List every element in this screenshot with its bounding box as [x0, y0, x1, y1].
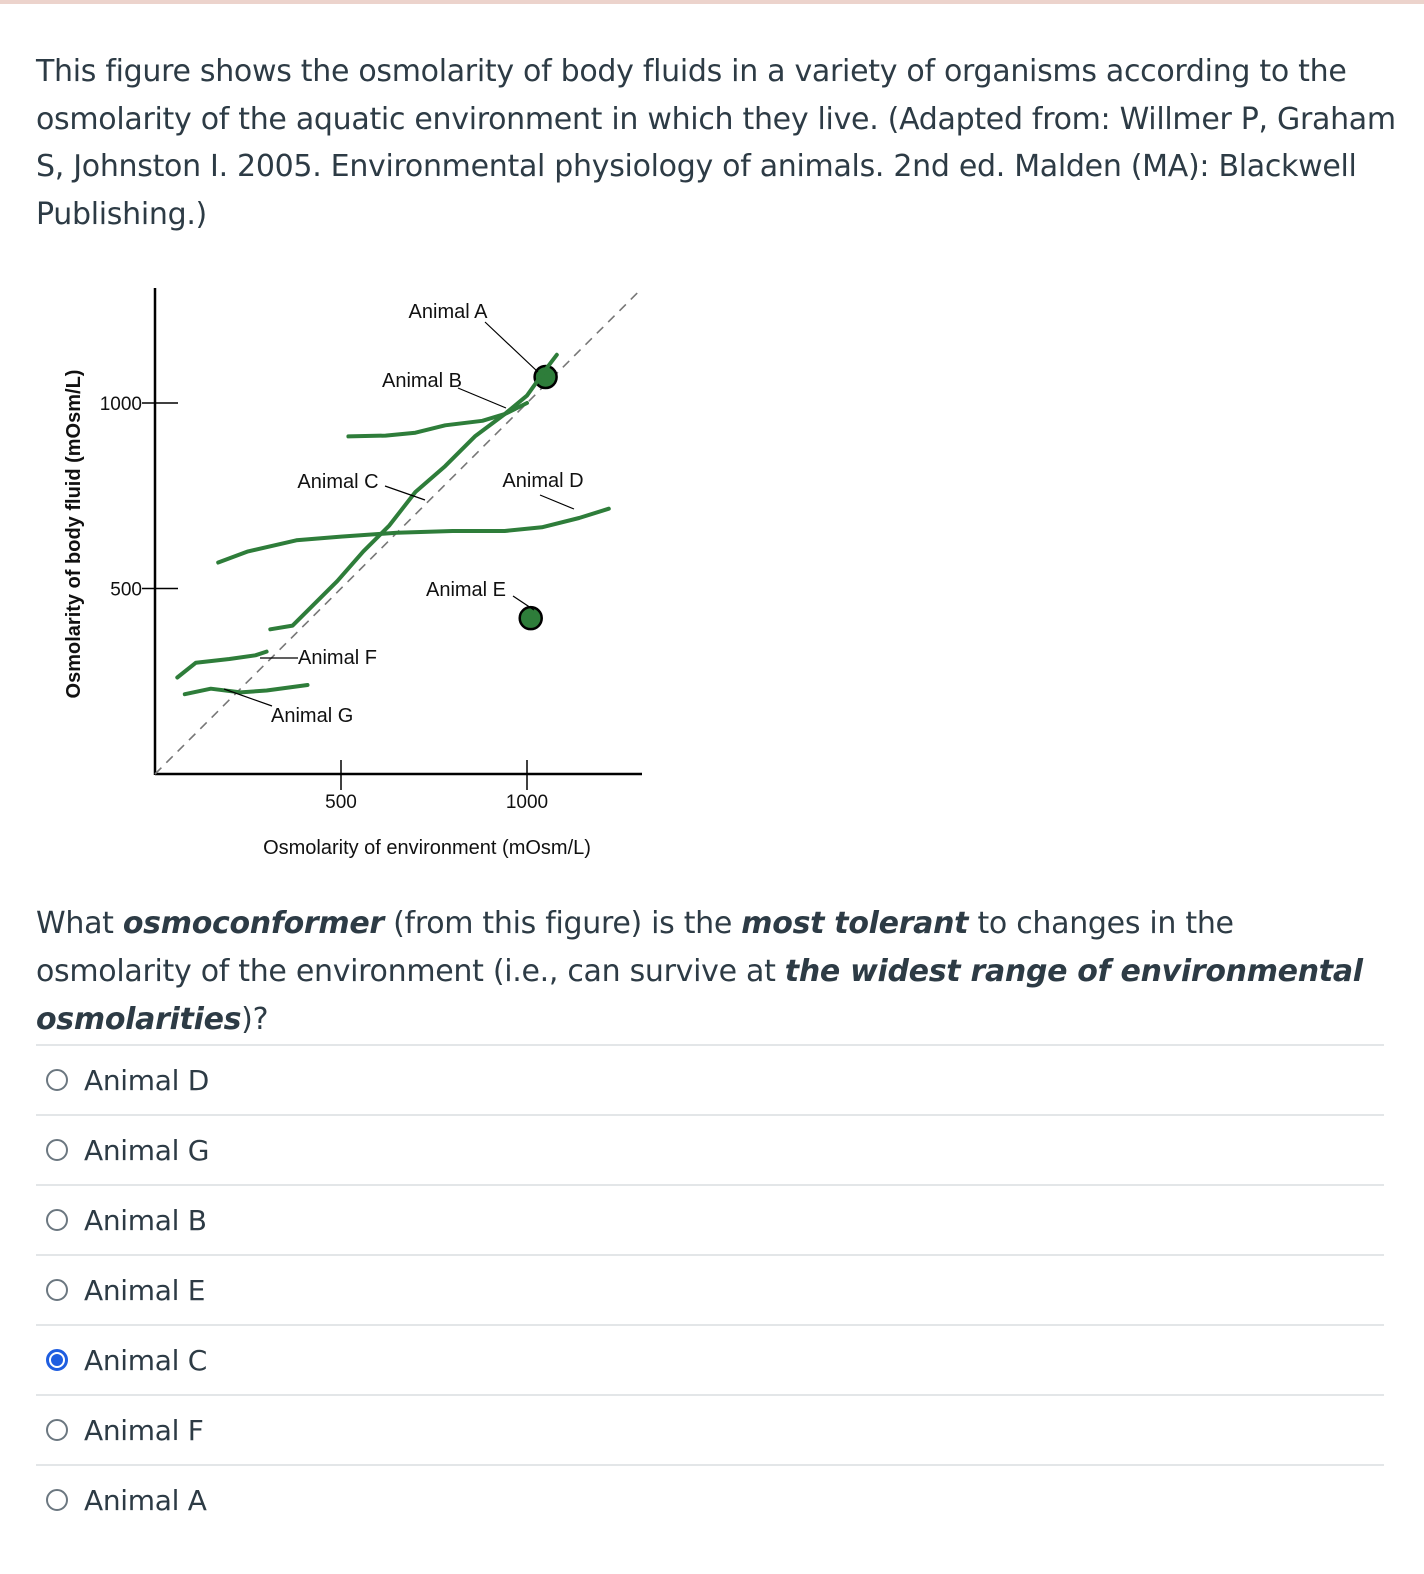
- question-part-1: What: [36, 906, 123, 941]
- y-axis-title: Osmolarity of body fluid (mOsm/L): [63, 369, 85, 699]
- radio-button[interactable]: [46, 1489, 68, 1511]
- answer-label: Animal B: [84, 1203, 207, 1237]
- animal-e-leader-line: [513, 596, 534, 610]
- animal-b-label: Animal B: [381, 370, 463, 392]
- answer-label: Animal C: [84, 1343, 207, 1377]
- y-tick-label: 500: [110, 579, 142, 601]
- radio-button[interactable]: [46, 1279, 68, 1301]
- question-part-4: )?: [241, 1002, 269, 1037]
- question-text: [36, 900, 1396, 1044]
- osmolarity-chart: [0, 280, 700, 880]
- question-emphasis-osmoconformer: osmoconformer: [122, 906, 384, 941]
- answer-label: Animal D: [84, 1063, 209, 1097]
- top-border: [0, 0, 1424, 4]
- answer-option[interactable]: [36, 1394, 1384, 1464]
- radio-button[interactable]: [46, 1419, 68, 1441]
- radio-button[interactable]: [46, 1209, 68, 1231]
- question-emphasis-widest-range: the widest range of environmental osmolarities: [36, 954, 1363, 1037]
- question-part-2: (from this figure) is the: [383, 906, 742, 941]
- x-axis-title: Osmolarity of environment (mOsm/L): [263, 837, 591, 859]
- osmolarity-figure: [0, 280, 700, 880]
- animal-b-leader-line: [458, 388, 506, 408]
- radio-button[interactable]: [46, 1069, 68, 1091]
- question-part-3: to changes in the osmolarity of the environment (i.e., can survive at: [36, 906, 1234, 989]
- radio-button[interactable]: [46, 1139, 68, 1161]
- answer-label: Animal A: [84, 1483, 207, 1517]
- answer-option[interactable]: [36, 1324, 1384, 1394]
- answer-option[interactable]: [36, 1254, 1384, 1324]
- y-tick-label: 1000: [99, 394, 142, 415]
- question-intro-text: This figure shows the osmolarity of body fluids in a variety of organisms according to the osmolarity of the aquatic environment in which they live. (Adapted from: Willmer P, Graham S, Johnston I. 2005. Environmental physiology of animals. 2nd ed. Malden (MA): Blackwell Publishing.): [36, 54, 1396, 232]
- animal-d-label: Animal D: [502, 470, 584, 492]
- answer-option[interactable]: [36, 1464, 1384, 1534]
- radio-button[interactable]: [46, 1349, 68, 1371]
- animal-a-label: Animal A: [408, 301, 488, 323]
- x-tick-label: 1000: [505, 792, 549, 813]
- animal-g-series-line: [185, 685, 308, 694]
- animal-c-label: Animal C: [297, 471, 379, 493]
- animal-e-data-point: [520, 607, 542, 629]
- x-tick-label: 500: [325, 792, 357, 813]
- animal-f-series-line: [177, 652, 266, 678]
- answer-label: Animal G: [84, 1133, 210, 1167]
- answer-label: Animal E: [84, 1273, 206, 1307]
- animal-g-label: Animal G: [271, 705, 354, 727]
- answer-option[interactable]: [36, 1184, 1384, 1254]
- answer-label: Animal F: [84, 1413, 204, 1447]
- answer-option[interactable]: [36, 1044, 1384, 1114]
- question-emphasis-most-tolerant: most tolerant: [741, 906, 969, 941]
- animal-f-label: Animal F: [298, 647, 377, 669]
- answer-list: [36, 1044, 1384, 1534]
- animal-e-label: Animal E: [425, 579, 507, 601]
- answer-option[interactable]: [36, 1114, 1384, 1184]
- animal-a-leader-line: [485, 322, 538, 372]
- animal-d-series-line: [218, 509, 609, 563]
- animal-d-leader-line: [540, 495, 574, 509]
